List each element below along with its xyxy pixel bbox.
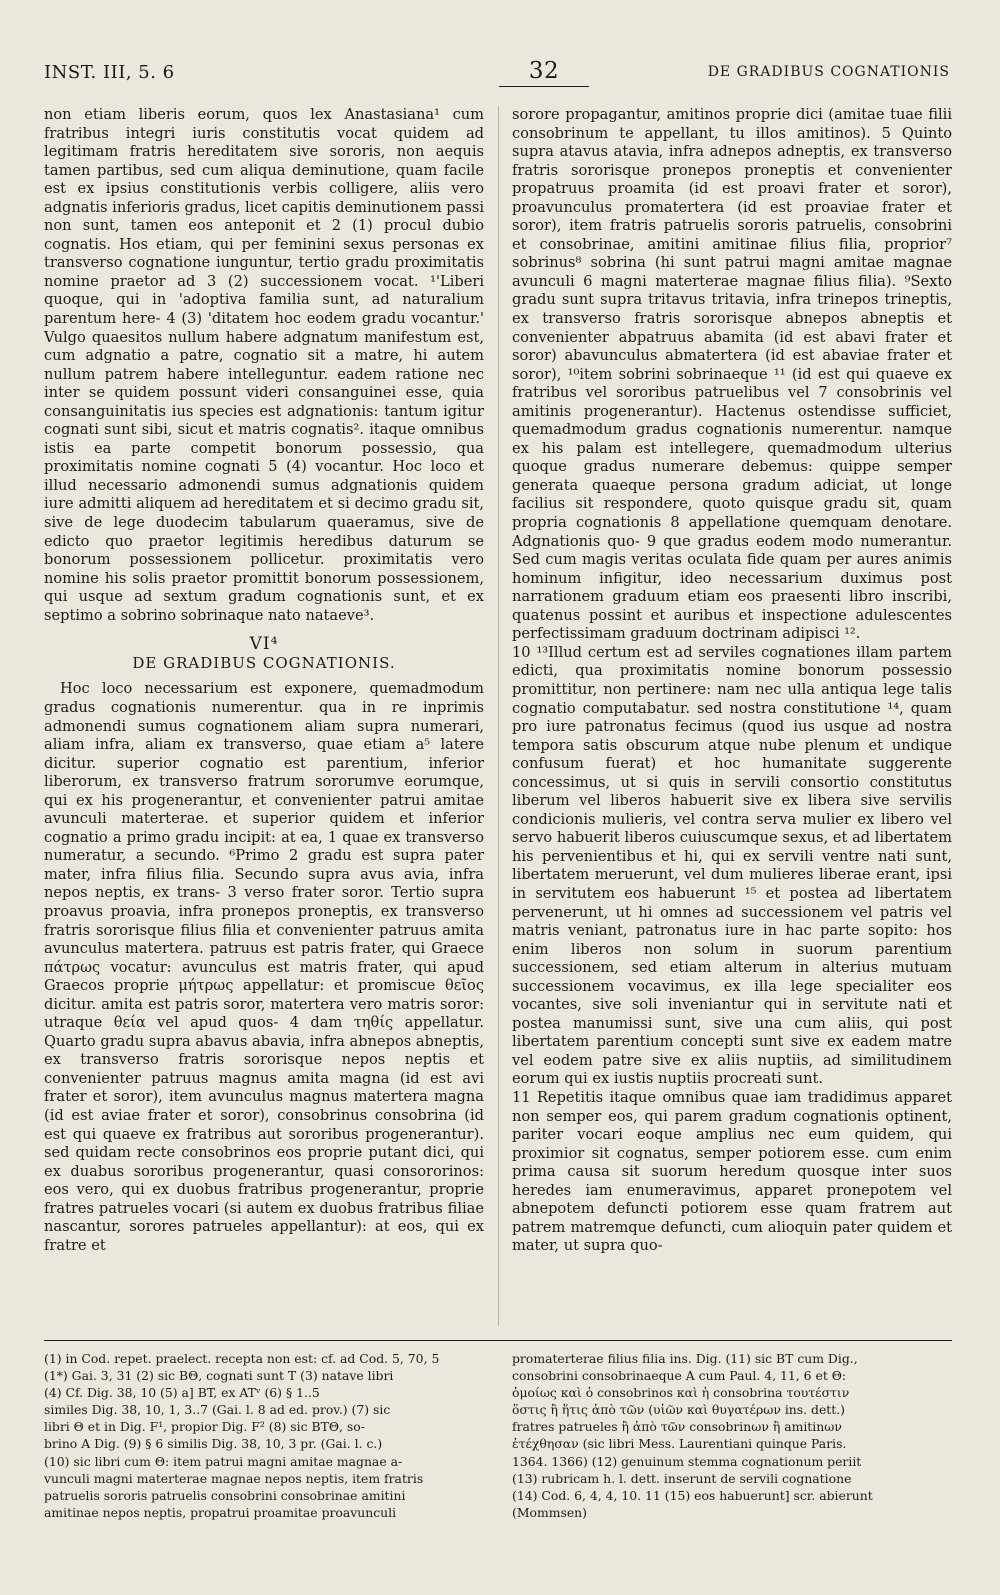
footnote-line: (14) Cod. 6, 4, 4, 10. 11 (15) eos habuerunt] scr. abierunt bbox=[512, 1487, 873, 1503]
footnote-line: libri Θ et in Dig. F¹, propior Dig. F² (8) sic BTΘ, so- bbox=[44, 1419, 365, 1435]
paragraph: 10 ¹³Illud certum est ad serviles cognationes illam partem edicti, qua proximitatis nomine bonorum possessio promittitur, non pertinere: nam nec ulla antiqua lege talis cognatio computabatur. sed nostra constitutione ¹⁴, quam pro iure patronatus fecimus (quod ius usque ad nostra tempora satis obscurum atque nube plenum et undique confusum fuerat) et hoc humanitate suggerente concessimus, ut si quis in servili consortio constitutus liberum vel liberos habuerit sive ex libera sive servilis condicionis mulieris, vel contra serva mulier ex libero vel servo habuerit liberos cuiuscumque sexus, et ad libertatem his pervenientibus et hi, qui ex servili ventre nati sunt, libertatem meruerunt, vel dum mulieres liberae erant, ipsi in servitutem eos habuerunt ¹⁵ et postea ad libertatem pervenerunt, ut hi omnes ad successionem vel patris vel matris veniant, patronatus iure in hac parte sopito: hos enim liberos non solum in suorum parentium successionem, sed etiam alterum in alterius mutuam successionem vocavimus, ex illa lege specialiter eos vocantes, sive soli inveniantur qui in servitute nati et postea manumissi sunt, sive una cum aliis, qui post libertatem parentium concepti sunt sive ex eadem matre vel eodem patre sive ex aliis nuptiis, ad similitudinem eorum qui ex iustis nuptiis procreati sunt. bbox=[512, 643, 952, 1088]
footnote-line: (13) rubricam h. l. dett. inserunt de servili cognatione bbox=[512, 1470, 852, 1486]
footnote-line: (10) sic libri cum Θ: item patrui magni amitae magnae a- bbox=[44, 1453, 403, 1469]
running-head-left: INST. III, 5. 6 bbox=[44, 62, 175, 83]
footnote-line: (Mommsen) bbox=[512, 1504, 587, 1520]
section-number: VI⁴ bbox=[249, 634, 279, 655]
footnote-line: amitinae nepos neptis, propatrui proamitae proavunculi bbox=[44, 1504, 397, 1520]
paragraph: Hoc loco necessarium est exponere, quemadmodum gradus cognationis numerentur. qua in re inprimis admonendi sumus cognationem aliam supra numerari, aliam infra, aliam ex transverso, quae etiam a⁵ latere dicitur. superior cognatio est parentium, inferior liberorum, ex transverso fratrum sororumve eorumque, qui ex his progenerantur, et convenienter patrui amitae avunculi materterae. et superior quidem et inferior cognatio a primo gradu incipit: at ea, 1 quae ex transverso numeratur, a secundo. ⁶Primo 2 gradu est supra pater mater, infra filius filia. Secundo supra avus avia, infra nepos neptis, ex trans- 3 verso frater soror. Tertio supra proavus proavia, infra pronepos proneptis, ex transverso fratris sororisque filius filia et convenienter patruus amita avunculus matertera. patruus est patris frater, qui Graece πάτρως vocatur: avunculus est matris frater, qui apud Graecos proprie μήτρως appellatur: et promiscue θεῖος dicitur. amita est patris soror, matertera vero matris soror: utraque θεία vel apud quos- 4 dam τηθίς appellatur. Quarto gradu supra abavus abavia, infra abnepos abneptis, ex transverso fratris sororisque nepos neptis et convenienter patruus magnus amita magna (id est avi frater et soror), item avunculus magnus matertera magna (id est aviae frater et soror), consobrinus consobrina (id est qui quaeve ex fratribus aut sororibus progenerantur). sed quidam recte consobrinos eos proprie putant dici, qui ex duabus sororibus progenerantur, quasi consororinos: eos vero, qui ex duobus fratribus progenerantur, proprie fratres patrueles vocari (si autem ex duobus fratribus filiae nascantur, sorores patrueles appellantur): at eos, qui ex fratre et bbox=[44, 680, 484, 1254]
footnote-line: (4) Cf. Dig. 38, 10 (5) a] BT, ex ATᵛ (6) § 1..5 bbox=[44, 1385, 320, 1401]
footnotes-left bbox=[44, 1350, 484, 1521]
footnote-line: brino A Dig. (9) § 6 similis Dig. 38, 10, 3 pr. (Gai. l. c.) bbox=[44, 1436, 383, 1452]
footnote-rule bbox=[44, 1340, 952, 1341]
paragraph: sorore propagantur, amitinos proprie dici (amitae tuae filii consobrinum te appellant, tu illos amitinos). 5 Quinto supra atavus atavia, infra adnepos adneptis, ex transverso fratris sororisque pronepos proneptis et convenienter propatruus proamita (id est proavi frater et soror), proavunculus promatertera (id est proaviae frater et soror), item fratris patruelis sororis patruelis, consobrini et consobrinae, amitini amitinae filius filia, proprior⁷ sobrinus⁸ sobrina (hi sunt patrui magni amitae magnae avunculi 6 magni materterae magnae filius filia). ⁹Sexto gradu sunt supra tritavus tritavia, infra trinepos trineptis, ex transverso fratris sororisque abnepos abneptis et convenienter abpatruus abamita (id est abavi frater et soror) abavunculus abmatertera (id est abaviae frater et soror), ¹⁰item sobrini sobrinaeque ¹¹ (id est qui quaeve ex fratribus vel sororibus patruelibus vel 7 consobrinis vel amitinis progenerantur). Hactenus ostendisse sufficiet, quemadmodum gradus cognationis numerentur. namque ex his palam est intellegere, quemadmodum ulterius quoque gradus numerare debemus: quippe semper generata quaeque persona gradum adiciat, ut longe facilius sit respondere, quoto quisque gradu sit, quam propria cognationis 8 appellatione quemquam denotare. Adgnationis quo- 9 que gradus eodem modo numerantur. Sed cum magis veritas oculata fide quam per aures animis hominum infigitur, ideo necessarium duximus post narrationem graduum etiam eos praesenti libro inscribi, quatenus possint et auribus et inspectione adulescentes perfectissimam graduum doctrinam adipisci ¹². bbox=[512, 106, 952, 643]
running-head-right: DE GRADIBUS COGNATIONIS bbox=[707, 64, 950, 80]
page-number: 32 bbox=[528, 58, 560, 84]
footnote-line: ὅστις ἢ ἥτις ἀπὸ τῶν (υἱῶν καὶ θυγατέρων ins. dett.) bbox=[512, 1402, 846, 1418]
column-divider bbox=[498, 106, 499, 1326]
footnote-line: similes Dig. 38, 10, 1, 3..7 (Gai. l. 8 ad ed. prov.) (7) sic bbox=[44, 1402, 391, 1418]
left-column bbox=[44, 106, 484, 1255]
footnote-line: promaterterae filius filia ins. Dig. (11) sic BT cum Dig., bbox=[512, 1351, 858, 1366]
footnote-line: vunculi magni materterae magnae nepos neptis, item fratris bbox=[44, 1470, 424, 1486]
page-header bbox=[44, 58, 950, 92]
paragraph: non etiam liberis eorum, quos lex Anastasiana¹ cum fratribus integri iuris constitutis vocat quidem ad legitimam fratris hereditatem sive sororis, non aequis tamen partibus, sed cum aliqua deminutione, quam facile est ex ipsius constitutionis verbis colligere, aliis vero adgnatis inferioris gradus, licet capitis deminutionem passi non sunt, tamen eos anteponit et 2 (1) procul dubio cognatis. Hos etiam, qui per feminini sexus personas ex transverso cognatione iunguntur, tertio gradu proximitatis nomine praetor ad 3 (2) successionem vocat. ¹'Liberi quoque, qui in 'adoptiva familia sunt, ad naturalium parentum here- 4 (3) 'ditatem hoc eodem gradu vocantur.' Vulgo quaesitos nullum habere adgnatum manifestum est, cum adgnatio a patre, cognatio sit a matre, hi autem nullum patrem habere intelleguntur. eadem ratione nec inter se quidem possunt videri consanguinei esse, quia consanguinitatis ius species est adgnationis: tantum igitur cognati sunt sibi, sicut et matris cognatis². itaque omnibus istis ea parte competit bonorum possessio, qua proximitatis nomine cognati 5 (4) vocantur. Hoc loco et illud necessario admonendi sumus adgnationis quidem iure admitti aliquem ad hereditatem et si decimo gradu sit, sive de lege duodecim tabularum quaeramus, sive de edicto quo praetor legitimis heredibus daturum se bonorum possessionem pollicetur. proximitatis vero nomine his solis praetor promittit bonorum possessionem, qui usque ad sextum gradum cognationis sunt, et ex septimo a sobrino sobrinaque nato nataeve³. bbox=[44, 106, 484, 624]
footnote-line: 1364. 1366) (12) genuinum stemma cognationum periit bbox=[512, 1453, 862, 1469]
footnote-line: ἐτέχθησαν (sic libri Mess. Laurentiani quinque Paris. bbox=[512, 1436, 847, 1452]
footnote-line: ὁμοίως καὶ ὁ consobrinos καὶ ἡ consobrina τουτέστιν bbox=[512, 1385, 850, 1401]
header-rule bbox=[499, 86, 589, 87]
footnotes-right bbox=[512, 1350, 952, 1521]
section-heading bbox=[44, 635, 484, 672]
section-title: DE GRADIBUS COGNATIONIS. bbox=[132, 653, 396, 672]
footnote-line: patruelis sororis patruelis consobrini consobrinae amitini bbox=[44, 1487, 406, 1503]
footnote-line: (1*) Gai. 3, 31 (2) sic BΘ, cognati sunt T (3) natave libri bbox=[44, 1368, 394, 1384]
paragraph: 11 Repetitis itaque omnibus quae iam tradidimus apparet non semper eos, qui parem gradum cognationis optinent, pariter vocari eoque amplius nec eum quidem, qui proximior sit cognatus, semper potiorem esse. cum enim prima causa sit suorum heredum quosque inter suos heredes iam enumeravimus, apparet pronepotem vel abnepotem defuncti potiorem esse quam fratrem aut patrem matremque defuncti, cum alioquin pater quidem et mater, ut supra quo- bbox=[512, 1088, 952, 1255]
footnote-line: (1) in Cod. repet. praelect. recepta non est: cf. ad Cod. 5, 70, 5 bbox=[44, 1351, 440, 1366]
right-column bbox=[512, 106, 952, 1256]
footnote-line: fratres patrueles ἢ ἀπὸ τῶν consobrinων ἢ amitinων bbox=[512, 1419, 842, 1435]
footnote-line: consobrini consobrinaeque A cum Paul. 4, 11, 6 et Θ: bbox=[512, 1368, 847, 1384]
